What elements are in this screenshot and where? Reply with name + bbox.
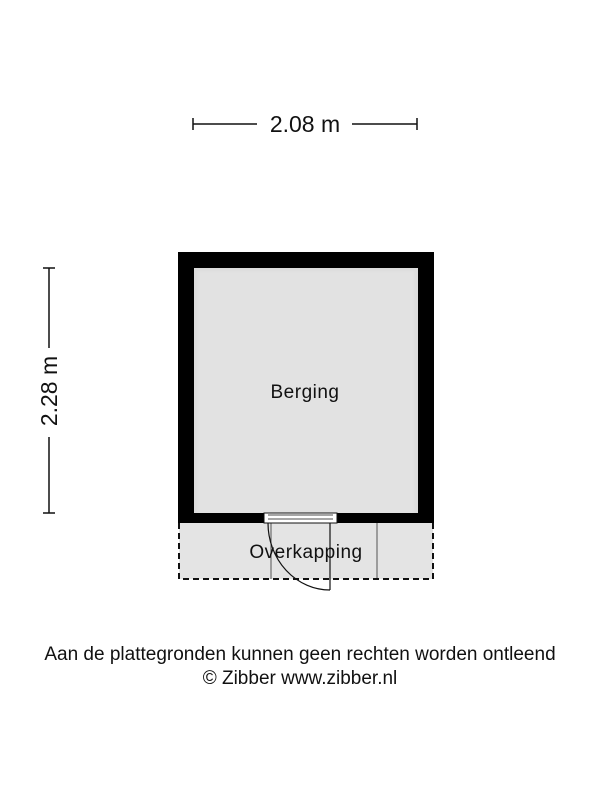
depth-dimension — [36, 268, 62, 513]
disclaimer-text: Aan de plattegronden kunnen geen rechten worden ontleend — [44, 644, 556, 665]
copyright-text: © Zibber www.zibber.nl — [202, 668, 398, 689]
overkapping-label: Overkapping — [249, 542, 363, 563]
width-dimension — [193, 111, 417, 137]
depth-label: 2.28 m — [36, 355, 62, 427]
width-label: 2.08 m — [269, 111, 341, 137]
berging-label: Berging — [270, 382, 340, 403]
